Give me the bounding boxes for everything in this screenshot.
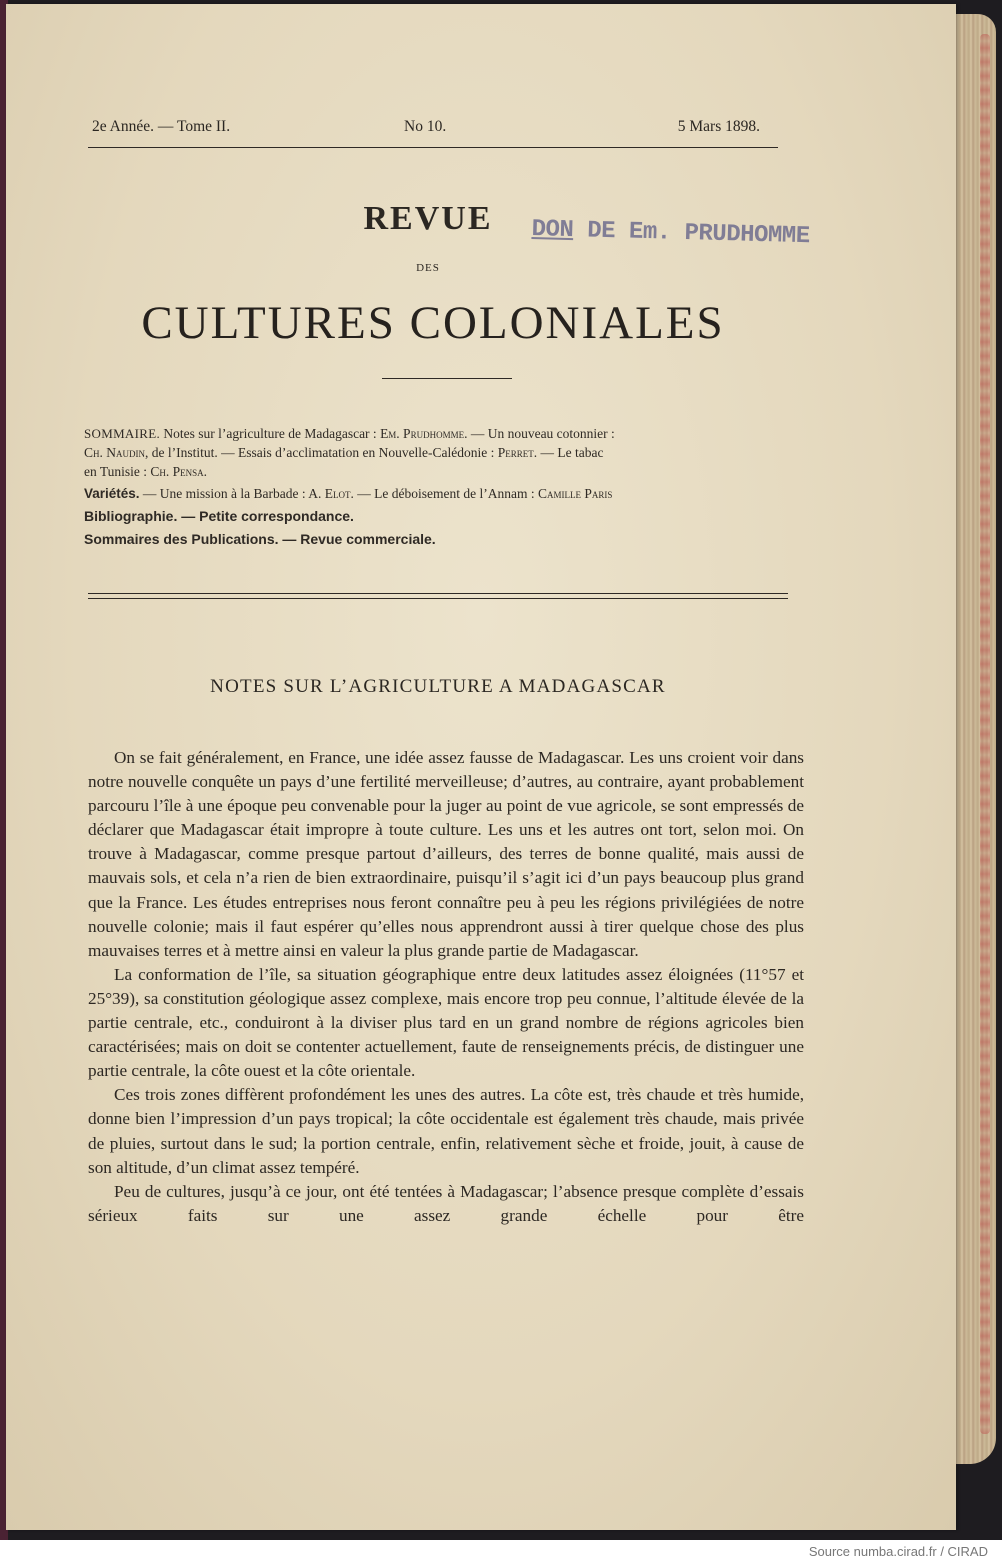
article-title: NOTES SUR L’AGRICULTURE A MADAGASCAR	[210, 676, 666, 697]
article-paragraph: Ces trois zones diffèrent profondément les unes des autres. La côte est, très chaude et très humide, donne bien l’impression d’un pays tropical; la côte occidentale est également très chaude, mais privée de pluies, surtout dans le sud; la portion centrale, enfin, relativement sèche et froide, jouit, à cause de son altitude, d’un climat assez tempéré.	[88, 1085, 804, 1177]
toc-author: Ch. Pensa.	[150, 464, 208, 479]
toc-bibliographie: Bibliographie. — Petite correspondance.	[84, 508, 354, 524]
section-double-rule-top	[88, 593, 788, 594]
toc-text: — Un nouveau cotonnier :	[467, 426, 615, 441]
toc-text: — Le tabac	[537, 445, 604, 460]
issue-number: No 10.	[404, 118, 447, 135]
stamp-text: DE Em. PRUDHOMME	[572, 217, 810, 251]
toc-author: Elot.	[324, 486, 354, 501]
toc-line-1	[84, 424, 796, 443]
toc-line-2	[84, 443, 796, 462]
toc-line-3	[84, 462, 796, 481]
toc-varietes	[84, 484, 796, 503]
toc-sommaires-publications: Sommaires des Publications. — Revue commerciale.	[84, 531, 436, 547]
toc-text: de l’Institut. — Essais d’acclimatation en Nouvelle-Calédonie :	[148, 445, 498, 460]
article-body	[88, 746, 804, 1228]
toc-text: — Une mission à la Barbade : A.	[139, 486, 325, 501]
source-caption: Source numba.cirad.fr / CIRAD	[808, 1544, 988, 1559]
journal-title-main: CULTURES COLONIALES	[141, 297, 725, 349]
article-paragraph: Peu de cultures, jusqu’à ce jour, ont été tentées à Madagascar; l’absence presque complète d’essais sérieux faits sur une assez grande échelle pour être	[88, 1181, 804, 1225]
issue-year-tome: 2e Année. — Tome II.	[92, 118, 231, 135]
table-of-contents	[84, 424, 796, 549]
journal-title-des: DES	[416, 262, 440, 274]
section-double-rule-bottom	[88, 598, 788, 599]
toc-author: Perret.	[497, 445, 538, 460]
toc-author: Ch. Naudin,	[84, 445, 149, 460]
article-paragraph: La conformation de l’île, sa situation géographique entre deux latitudes assez éloignées (11°57 et 25°39), sa constitution géologique assez complexe, mais encore trop peu connue, l’altitude élevée de la partie centrale, etc., conduiront à la diviser plus tard en un grand nombre de régions agricoles bien caractérisées; mais on doit se contenter actuellement, faute de renseignements précis, de distinguer une partie centrale, la côte ouest et la côte orientale.	[88, 964, 804, 1081]
toc-author: Camille Paris	[537, 486, 613, 501]
toc-text: — Le déboisement de l’Annam :	[353, 486, 538, 501]
article-paragraph: On se fait généralement, en France, une idée assez fausse de Madagascar. Les uns croient voir dans notre nouvelle conquête un pays d’une fertilité merveilleuse; d’autres, au contraire, ayant probablement parcouru l’île à une époque peu convenable pour la juger au point de vue agricole, se sont empressés de déclarer que Madagascar était impropre à toute culture. Les uns et les autres ont tort, selon moi. On trouve à Madagascar, comme presque partout d’ailleurs, des terres de bonne qualité, mais aussi de mauvais sols, et cela n’a rien de bien extraordinaire, puisqu’il s’agit ici d’un pays beaucoup plus grand que la France. Les études entreprises nous feront connaître peu à peu les régions privilégiées de notre nouvelle colonie; mais il faut espérer qu’elles nous apprendront aussi à tirer quelque chose des plus mauvaises terres et à mettre ainsi en valeur la plus grande partie de Madagascar.	[88, 748, 804, 960]
toc-text: en Tunisie :	[84, 464, 151, 479]
title-rule	[382, 378, 512, 379]
toc-label: SOMMAIRE.	[84, 426, 161, 441]
toc-section-label: Variétés.	[84, 486, 140, 501]
issue-date: 5 Mars 1898.	[677, 118, 760, 135]
toc-text: Notes sur l’agriculture de Madagascar :	[160, 426, 381, 441]
header-rule	[88, 147, 778, 148]
journal-title-revue: REVUE	[363, 200, 493, 237]
toc-author: Em. Prudhomme.	[380, 426, 468, 441]
stamp-prefix: DON	[531, 216, 574, 245]
